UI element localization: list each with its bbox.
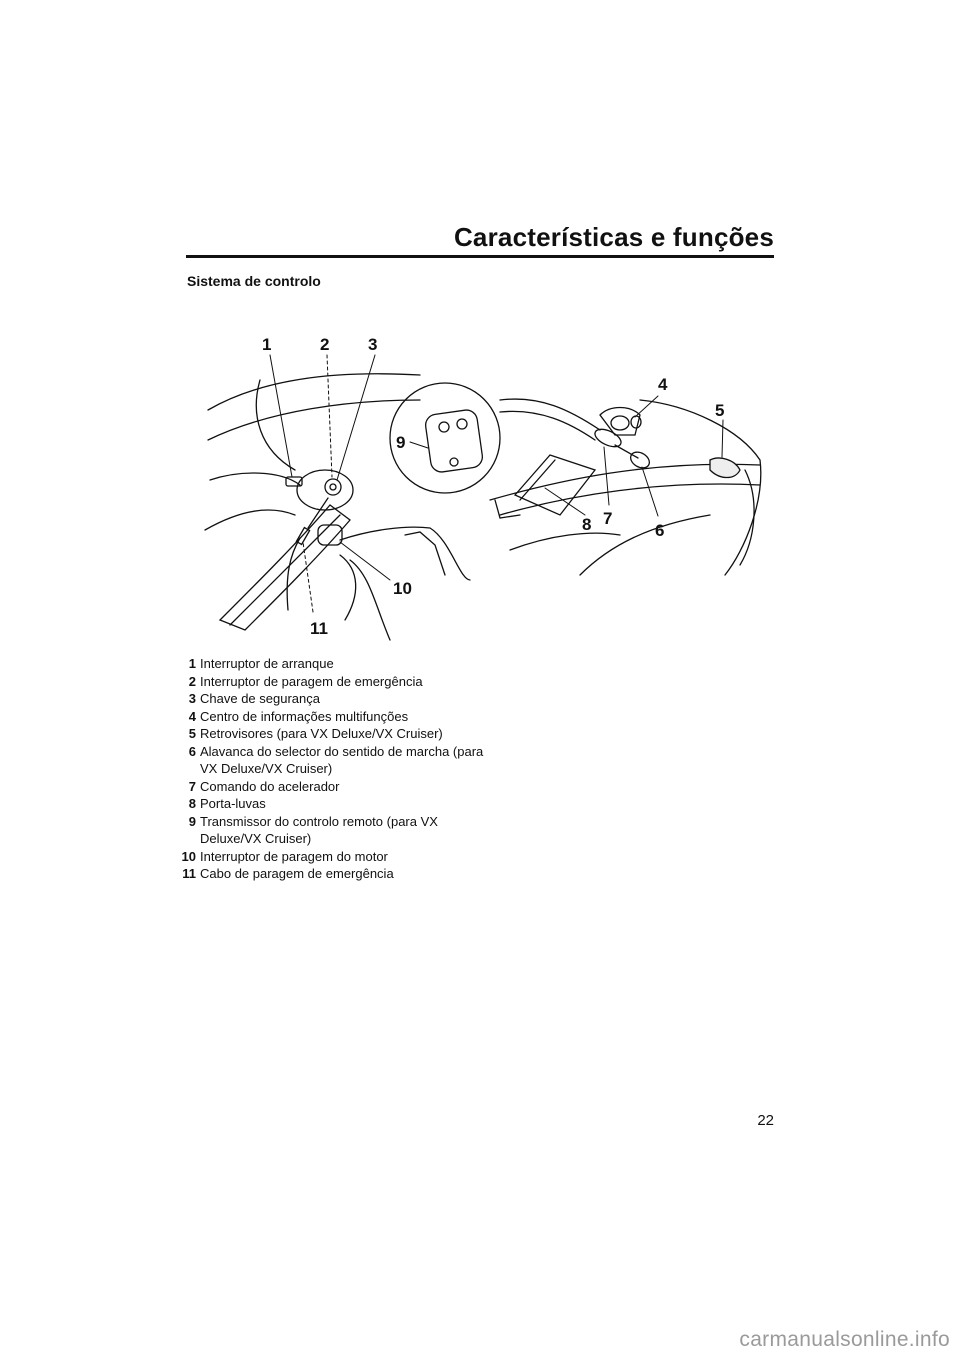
right-console	[495, 500, 520, 518]
legend-text: Centro de informações multifunções	[200, 708, 409, 724]
legend-text: Interruptor de arranque	[200, 656, 334, 671]
legend-number: 7	[188, 778, 196, 794]
legend-text: Porta-luvas	[200, 796, 266, 811]
right-console	[580, 515, 710, 575]
legend-number: 6	[188, 743, 196, 759]
console-lower	[405, 532, 445, 575]
remote-button	[457, 419, 467, 429]
callout-8: 8	[582, 515, 592, 534]
info-center-gauge	[611, 416, 629, 430]
legend-number: 11	[182, 866, 196, 881]
remote-inset	[390, 383, 500, 493]
callout-6: 6	[655, 521, 665, 540]
legend-item	[186, 743, 486, 778]
legend-text: Comando do acelerador	[200, 778, 340, 794]
legend-list	[181, 655, 486, 883]
watermark: carmanualsonline.info	[739, 1328, 950, 1351]
multifunction-info-center	[600, 408, 640, 436]
legend-number: 5	[188, 726, 196, 741]
emergency-stop-switch	[325, 479, 341, 495]
legend-item	[186, 690, 486, 708]
callout-7: 7	[603, 509, 613, 528]
legend-text: Cabo de paragem de emergência	[200, 866, 394, 881]
remote-button	[439, 422, 449, 432]
legend-text: Chave de segurança	[200, 691, 320, 706]
leader-6	[642, 467, 658, 516]
right-handlebar	[500, 411, 595, 440]
control-system-illustration	[200, 320, 770, 650]
legend-text: Retrovisores (para VX Deluxe/VX Cruiser)	[200, 726, 443, 741]
callout-4: 4	[658, 375, 668, 394]
shift-lever-arm	[615, 445, 638, 458]
legend-number: 2	[188, 673, 196, 689]
callout-9: 9	[396, 433, 406, 452]
legend-item	[186, 795, 486, 813]
callout-3: 3	[368, 335, 378, 354]
legend-number: 4	[188, 708, 196, 724]
leader-5	[722, 420, 723, 457]
legend-text: Transmissor do controlo remoto (para VX Deluxe/VX Cruiser)	[200, 813, 438, 846]
leader-2	[327, 355, 332, 477]
rear-view-mirror	[710, 458, 740, 477]
legend-item	[186, 813, 486, 848]
leader-9	[410, 442, 428, 448]
title-rule	[186, 255, 774, 258]
console-outline	[256, 380, 295, 470]
console-lower	[350, 560, 390, 640]
leader-10	[340, 542, 390, 580]
leader-7	[604, 447, 609, 505]
legend-number: 10	[181, 848, 196, 864]
legend-number: 3	[188, 691, 196, 706]
callout-10: 10	[393, 579, 412, 598]
console-lower	[340, 555, 356, 620]
fairing	[640, 400, 761, 575]
legend-number: 8	[188, 796, 196, 811]
console-outline	[208, 400, 420, 440]
page-title: Características e funções	[453, 222, 774, 252]
legend-item	[182, 865, 486, 883]
legend-item	[186, 725, 486, 743]
callout-11: 11	[310, 619, 328, 638]
page-number: 22	[757, 1112, 774, 1129]
right-console	[510, 533, 620, 550]
handlebar-grip-ridge	[230, 515, 340, 625]
leader-4	[635, 396, 658, 417]
glovebox	[515, 455, 595, 515]
safety-key	[330, 484, 336, 490]
remote-logo	[450, 458, 458, 466]
legend-item	[186, 673, 486, 691]
section-heading: Sistema de controlo	[187, 273, 321, 289]
console-outline	[205, 510, 295, 530]
glovebox-lid	[520, 460, 555, 500]
legend-item	[186, 778, 486, 796]
legend-number: 1	[188, 656, 196, 671]
callout-1: 1	[262, 335, 272, 354]
remote-transmitter	[424, 409, 484, 474]
callout-2: 2	[320, 335, 330, 354]
legend-item	[186, 708, 486, 726]
console-outline	[208, 374, 420, 410]
legend-item	[181, 848, 486, 866]
legend-item	[186, 655, 486, 673]
right-handlebar	[500, 399, 600, 430]
legend-number: 9	[188, 813, 196, 829]
right-console	[500, 484, 760, 515]
legend-text: Alavanca do selector do sentido de marcha (para VX Deluxe/VX Cruiser)	[200, 743, 484, 776]
callout-5: 5	[715, 401, 725, 420]
legend-text: Interruptor de paragem do motor	[200, 848, 388, 864]
legend-text: Interruptor de paragem de emergência	[200, 673, 423, 689]
leader-1	[270, 355, 292, 477]
info-center-gauge	[631, 416, 641, 428]
